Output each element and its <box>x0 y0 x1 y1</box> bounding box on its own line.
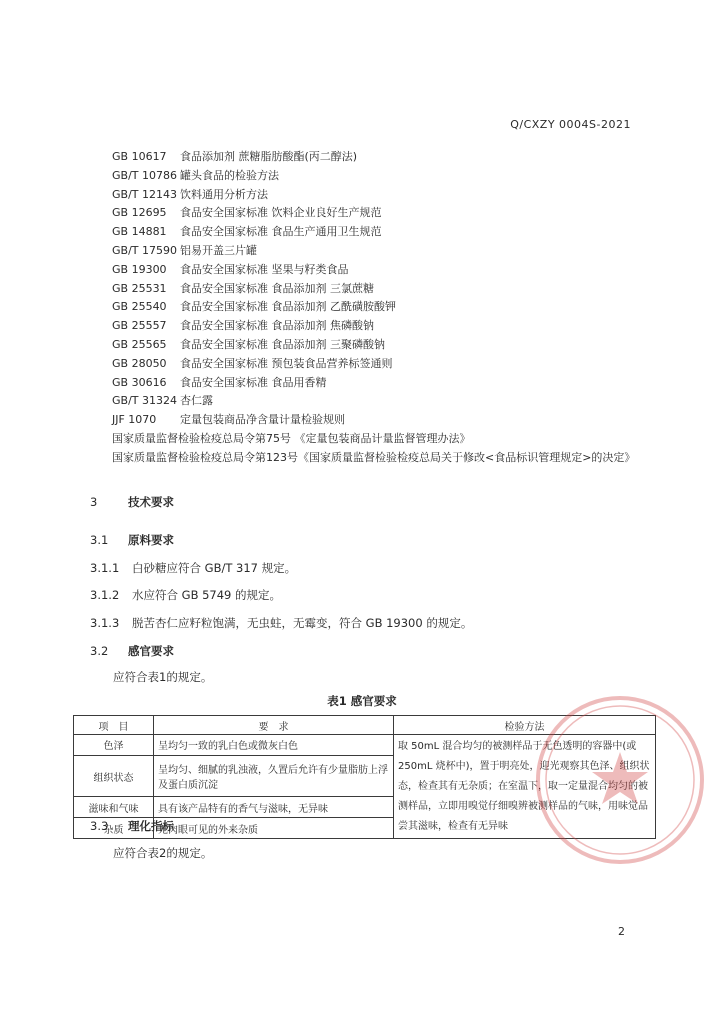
reference-title: 食品安全国家标准 食品添加剂 乙酰磺胺酸钾 <box>180 300 396 314</box>
reference-code: GB 30616 <box>112 375 167 389</box>
reference-title: 食品安全国家标准 预包装食品营养标签通则 <box>180 356 393 370</box>
reference-item <box>90 336 650 355</box>
row-item: 杂质 <box>74 818 154 839</box>
reference-item <box>90 186 650 205</box>
section-number: 3.3 <box>90 819 109 833</box>
section-3-3-heading <box>90 818 174 834</box>
reference-title: 铝易开盖三片罐 <box>180 243 257 257</box>
reference-title: 食品安全国家标准 食品生产通用卫生规范 <box>180 225 382 239</box>
reference-code: GB 25540 <box>112 300 167 314</box>
reference-code: GB/T 12143 <box>112 187 177 201</box>
reference-code: GB 25557 <box>112 319 167 333</box>
reference-code: GB 25531 <box>112 281 167 295</box>
reference-code: GB 12695 <box>112 206 167 220</box>
section-3-2-heading <box>90 643 174 659</box>
reference-code: GB 19300 <box>112 262 167 276</box>
clause-text: 脱苦杏仁应籽粒饱满，无虫蛀，无霉变，符合 GB 19300 的规定。 <box>132 616 473 630</box>
page-number: 2 <box>618 925 625 938</box>
clause-text: 水应符合 GB 5749 的规定。 <box>132 588 282 602</box>
reference-item <box>90 392 650 411</box>
reference-title: 食品安全国家标准 饮料企业良好生产规范 <box>180 206 382 220</box>
reference-code: GB 14881 <box>112 225 167 239</box>
header-test-method: 检验方法 <box>394 716 656 735</box>
clause-3-1-3 <box>90 615 472 631</box>
reference-title: 食品安全国家标准 食品用香精 <box>180 375 327 389</box>
reference-item <box>90 280 650 299</box>
header-item: 项 目 <box>74 716 154 735</box>
official-seal-stamp <box>530 690 710 870</box>
reference-title: 饮料通用分析方法 <box>180 187 268 201</box>
normative-references <box>90 148 650 468</box>
section-number: 3.2 <box>90 644 109 658</box>
section-3-1-heading <box>90 532 174 548</box>
section-title: 技术要求 <box>128 495 174 509</box>
reference-item <box>90 167 650 186</box>
reference-code: GB 25565 <box>112 337 167 351</box>
clause-number: 3.1.1 <box>90 561 120 575</box>
reference-title: 罐头食品的检验方法 <box>180 168 279 182</box>
reference-item <box>90 223 650 242</box>
regulation-item: 国家质量监督检验检疫总局令第123号《国家质量监督检验检疫总局关于修改<食品标识管理规定>的决定》 <box>112 450 636 464</box>
reference-code: GB/T 31324 <box>112 394 177 408</box>
clause-3-1-1 <box>90 560 296 576</box>
row-requirement: 无肉眼可见的外来杂质 <box>154 818 394 839</box>
reference-title: 定量包装商品净含量计量检验规则 <box>180 413 345 427</box>
reference-item <box>90 204 650 223</box>
reference-item <box>90 148 650 167</box>
section-3-2-text: 应符合表1的规定。 <box>113 670 213 684</box>
section-number: 3 <box>90 495 98 509</box>
reference-item <box>90 374 650 393</box>
header-requirement: 要 求 <box>154 716 394 735</box>
reference-code: GB/T 10786 <box>112 168 177 182</box>
reference-item <box>90 298 650 317</box>
clause-number: 3.1.3 <box>90 616 120 630</box>
reference-title: 食品安全国家标准 食品添加剂 三氯蔗糖 <box>180 281 374 295</box>
section-title: 原料要求 <box>128 533 174 547</box>
reference-item <box>90 317 650 336</box>
clause-text: 白砂糖应符合 GB/T 317 规定。 <box>132 561 297 575</box>
row-requirement: 具有该产品特有的香气与滋味，无异味 <box>154 797 394 818</box>
section-title: 感官要求 <box>128 644 174 658</box>
reference-code: GB 10617 <box>112 150 167 163</box>
row-item: 滋味和气味 <box>74 797 154 818</box>
section-3-3-text: 应符合表2的规定。 <box>113 846 213 860</box>
reference-title: 杏仁露 <box>180 394 213 408</box>
section-3-heading <box>90 494 174 510</box>
reference-code: GB 28050 <box>112 356 167 370</box>
regulation-item: 国家质量监督检验检疫总局令第75号 《定量包装商品计量监督管理办法》 <box>112 431 471 445</box>
section-number: 3.1 <box>90 533 109 547</box>
reference-item <box>90 355 650 374</box>
reference-item <box>90 242 650 261</box>
row-item: 色泽 <box>74 735 154 756</box>
reference-title: 食品安全国家标准 食品添加剂 焦磷酸钠 <box>180 319 374 333</box>
reference-title: 食品安全国家标准 坚果与籽类食品 <box>180 262 349 276</box>
clause-3-1-2 <box>90 587 281 603</box>
row-requirement: 呈均匀一致的乳白色或微灰白色 <box>154 735 394 756</box>
row-item: 组织状态 <box>74 755 154 797</box>
reference-code: GB/T 17590 <box>112 243 177 257</box>
row-requirement: 呈均匀、细腻的乳浊液，久置后允许有少量脂肪上浮及蛋白质沉淀 <box>154 755 394 797</box>
document-code: Q/CXZY 0004S-2021 <box>510 118 631 131</box>
section-title: 理化指标 <box>128 819 174 833</box>
reference-title: 食品添加剂 蔗糖脂肪酸酯(丙二醇法) <box>180 150 358 163</box>
reference-title: 食品安全国家标准 食品添加剂 三聚磷酸钠 <box>180 337 385 351</box>
table-1-caption: 表1 感官要求 <box>327 694 397 708</box>
reference-item <box>90 411 650 430</box>
reference-item <box>90 261 650 280</box>
reference-code: JJF 1070 <box>112 413 157 427</box>
clause-number: 3.1.2 <box>90 588 120 602</box>
test-method: 取 50mL 混合均匀的被测样品于无色透明的容器中(或 250mL 烧杯中)，置于明亮处，迎光观察其色泽、组织状态，检查其有无杂质；在室温下，取一定量混合均匀的被测样品，立即用嗅觉仔细嗅辨被测样品的气味，用味觉品尝其滋味，检查有无异味 <box>394 735 656 839</box>
